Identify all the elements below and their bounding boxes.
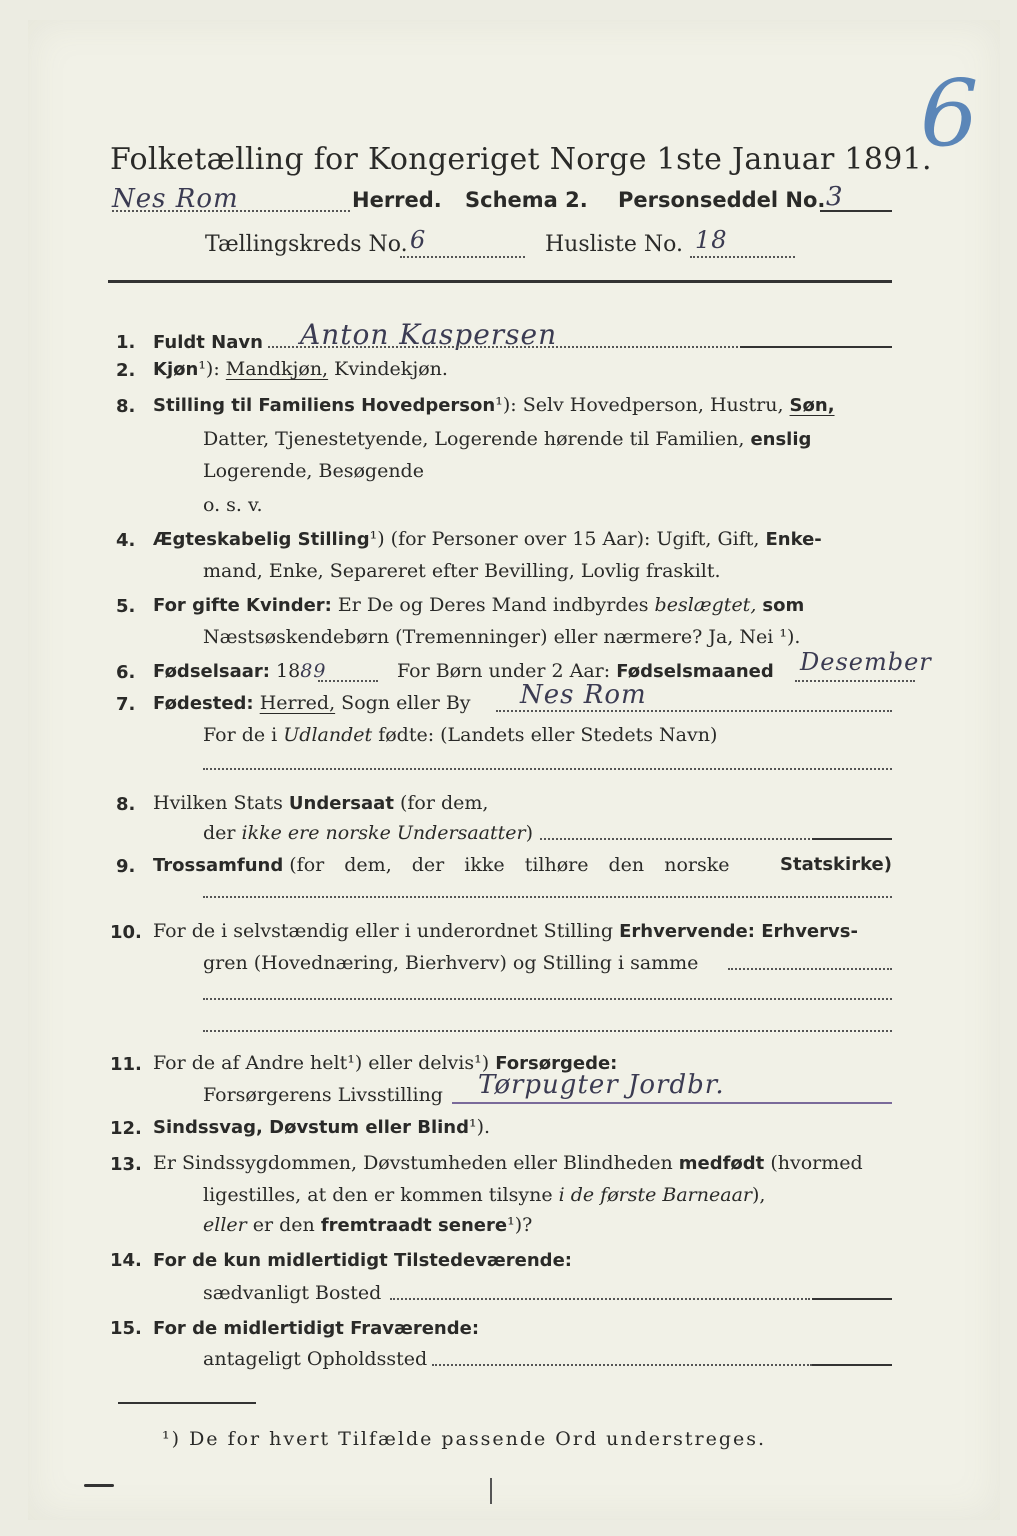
q7-dotted-line bbox=[496, 710, 892, 712]
q3-sup: ¹): bbox=[495, 394, 517, 416]
ink-mark-left bbox=[84, 1484, 114, 1487]
q4-label: Ægteskabelig Stilling bbox=[153, 529, 370, 550]
q11-line1b: ¹) eller delvis bbox=[347, 1052, 475, 1074]
q2-number: 2. bbox=[116, 360, 136, 381]
q13-line2b: i de første Barneaar bbox=[558, 1184, 752, 1206]
q14-end-line bbox=[812, 1298, 892, 1300]
q11-line1c: ¹) bbox=[474, 1052, 490, 1074]
q7-line2a: For de i bbox=[203, 724, 278, 746]
header-rule bbox=[108, 280, 892, 283]
q9-answer-line bbox=[203, 896, 892, 898]
q11-number: 11. bbox=[110, 1054, 142, 1075]
q3-line4: o. s. v. bbox=[203, 494, 263, 516]
q6-year-value: 89 bbox=[300, 660, 327, 682]
q15-dotted-line bbox=[432, 1364, 812, 1366]
q5-beslaegtet: beslægtet, bbox=[654, 594, 757, 616]
q1-dotted-line bbox=[268, 346, 738, 348]
q6-year-dots bbox=[318, 680, 378, 682]
q14-number: 14. bbox=[110, 1250, 142, 1271]
ink-mark-center bbox=[490, 1478, 492, 1504]
q7-number: 7. bbox=[116, 694, 136, 715]
q13-line1a: Er Sindssygdommen, Døvstumheden eller Blindheden bbox=[153, 1152, 673, 1174]
schema-label: Schema 2. bbox=[465, 188, 588, 212]
q3-line2: Datter, Tjenestetyende, Logerende hørende til Familien, bbox=[203, 428, 745, 450]
q8-line2c: ) bbox=[525, 822, 534, 844]
footnote: ¹) De for hvert Tilfælde passende Ord understreges. bbox=[162, 1428, 767, 1450]
q12-number: 12. bbox=[110, 1118, 142, 1139]
q3-line3: Logerende, Besøgende bbox=[203, 460, 424, 482]
q3-enslig: enslig bbox=[750, 429, 812, 450]
q1-label: Fuldt Navn bbox=[153, 332, 263, 353]
husliste-dotted-line bbox=[690, 256, 795, 258]
q13-line2a: ligestilles, at den er kommen tilsyne bbox=[203, 1184, 553, 1206]
form-title: Folketælling for Kongeriget Norge 1ste Januar 1891. bbox=[110, 142, 932, 177]
q10-dotted-line-1 bbox=[728, 968, 892, 970]
q15-end-line bbox=[812, 1364, 892, 1366]
footnote-rule bbox=[118, 1402, 256, 1404]
q9-statskirke: Statskirke) bbox=[780, 854, 892, 875]
q10-line2: gren (Hovednæring, Bierhverv) og Stilling i samme bbox=[203, 952, 699, 974]
q3-number: 8. bbox=[116, 396, 136, 417]
personseddel-value: 3 bbox=[826, 182, 844, 212]
q6-year-prefix: 18 bbox=[276, 660, 301, 682]
personseddel-underline bbox=[820, 210, 892, 212]
q5-number: 5. bbox=[116, 596, 136, 617]
q5-line1: Er De og Deres Mand indbyrdes bbox=[337, 594, 649, 616]
q13-number: 13. bbox=[110, 1154, 142, 1175]
q7-line2c: fødte: (Landets eller Stedets Navn) bbox=[378, 724, 718, 746]
q11-forsorgede: Forsørgede: bbox=[495, 1053, 618, 1074]
q8-line2a: der bbox=[203, 822, 236, 844]
q4-sup: ¹) bbox=[369, 528, 385, 550]
q6-number: 6. bbox=[116, 662, 136, 683]
herred-dotted-line bbox=[112, 210, 350, 212]
page-number-mark: 6 bbox=[920, 60, 979, 167]
husliste-value: 18 bbox=[695, 226, 728, 254]
q1-end-line bbox=[740, 346, 892, 348]
q1-name-value: Anton Kaspersen bbox=[300, 318, 558, 351]
q6-month-dots bbox=[795, 680, 915, 682]
husliste-label: Husliste No. bbox=[545, 232, 683, 257]
q13-line3b: er den bbox=[252, 1214, 315, 1236]
q15-number: 15. bbox=[110, 1318, 142, 1339]
census-form-sheet bbox=[28, 20, 1000, 1520]
q15-line2: antageligt Opholdssted bbox=[203, 1348, 428, 1370]
q10-erhvervende: Erhvervende: Erhvervs- bbox=[619, 921, 858, 942]
q10-number: 10. bbox=[110, 922, 142, 943]
q8-line2b: ikke ere norske Undersaatter bbox=[241, 822, 526, 844]
q4-line1: (for Personer over 15 Aar): Ugift, Gift, bbox=[390, 528, 760, 550]
q7-herred-option: Herred, bbox=[259, 692, 336, 714]
kreds-label: Tællingskreds No. bbox=[205, 232, 408, 257]
q12-label: Sindssvag, Døvstum eller Blind bbox=[153, 1117, 469, 1138]
q3-label: Stilling til Familiens Hovedperson bbox=[153, 395, 496, 416]
q3-line1: Selv Hovedperson, Hustru, bbox=[522, 394, 784, 416]
q8-line1c: (for dem, bbox=[399, 792, 489, 814]
q7-birthplace-value: Nes Rom bbox=[520, 680, 647, 710]
q8-dotted-line bbox=[540, 838, 810, 840]
herred-label: Herred. bbox=[352, 188, 442, 212]
q10-line1a: For de i selvstændig eller i underordnet Stilling bbox=[153, 920, 614, 942]
q5-som: som bbox=[762, 595, 805, 616]
q6-label: Fødselsaar: bbox=[153, 661, 270, 682]
q9-label: Trossamfund bbox=[153, 855, 284, 876]
personseddel-label: Personseddel No. bbox=[618, 188, 826, 212]
q13-line3c: fremtraadt senere bbox=[320, 1215, 508, 1236]
q14-line1: For de kun midlertidigt Tilstedeværende: bbox=[153, 1250, 572, 1271]
q11-provider-value: Tørpugter Jordbr. bbox=[478, 1070, 725, 1100]
q2-option-kvindekjon: Kvindekjøn. bbox=[334, 358, 448, 380]
q8-number: 8. bbox=[116, 794, 136, 815]
q4-line2: mand, Enke, Separeret efter Bevilling, Lovlig fraskilt. bbox=[203, 560, 721, 582]
kreds-dotted-line bbox=[400, 256, 525, 258]
q14-line2: sædvanligt Bosted bbox=[203, 1282, 382, 1304]
q13-line2c: ), bbox=[752, 1184, 766, 1206]
q13-line1c: (hvormed bbox=[770, 1152, 863, 1174]
q13-line3a: eller bbox=[203, 1214, 247, 1236]
q8-end-line bbox=[812, 838, 892, 840]
q13-medfodt: medfødt bbox=[678, 1153, 765, 1174]
q7-udlandet: Udlandet bbox=[283, 724, 373, 746]
q14-dotted-line bbox=[390, 1298, 810, 1300]
q7-label: Fødested: bbox=[153, 693, 254, 714]
q5-label: For gifte Kvinder: bbox=[153, 595, 332, 616]
q6-middle: For Børn under 2 Aar: bbox=[397, 660, 611, 682]
q7-rest: Sogn eller By bbox=[341, 692, 471, 714]
q5-line2: Næstsøskendebørn (Tremenninger) eller nærmere? Ja, Nei ¹). bbox=[203, 626, 801, 648]
q2-label: Kjøn bbox=[153, 359, 199, 380]
q9-number: 9. bbox=[116, 856, 136, 877]
q12-end: ¹). bbox=[468, 1116, 491, 1138]
q11-underline bbox=[452, 1102, 892, 1104]
q10-answer-line-3 bbox=[203, 1030, 892, 1032]
q2-option-mandkjon: Mandkjøn, bbox=[225, 358, 329, 380]
q6-month-value: Desember bbox=[800, 648, 932, 676]
q15-line1: For de midlertidigt Fraværende: bbox=[153, 1318, 480, 1339]
q3-son-option: Søn, bbox=[789, 395, 835, 416]
q4-number: 4. bbox=[116, 530, 136, 551]
q1-number: 1. bbox=[116, 332, 136, 353]
q9-text: (for dem, der ikke tilhøre den norske bbox=[289, 854, 730, 876]
q11-line1a: For de af Andre helt bbox=[153, 1052, 348, 1074]
q11-line2: Forsørgerens Livsstilling bbox=[203, 1084, 443, 1106]
q8-line1a: Hvilken Stats bbox=[153, 792, 283, 814]
q13-line3d: ¹)? bbox=[507, 1214, 533, 1236]
herred-value: Nes Rom bbox=[112, 184, 239, 214]
kreds-value: 6 bbox=[410, 226, 427, 254]
q7-answer-line bbox=[203, 768, 892, 770]
q4-enke: Enke- bbox=[765, 529, 822, 550]
q2-sup: ¹): bbox=[198, 358, 220, 380]
q10-answer-line-2 bbox=[203, 998, 892, 1000]
q8-undersaat: Undersaat bbox=[288, 793, 394, 814]
q6-month-label: Fødselsmaaned bbox=[616, 661, 774, 682]
